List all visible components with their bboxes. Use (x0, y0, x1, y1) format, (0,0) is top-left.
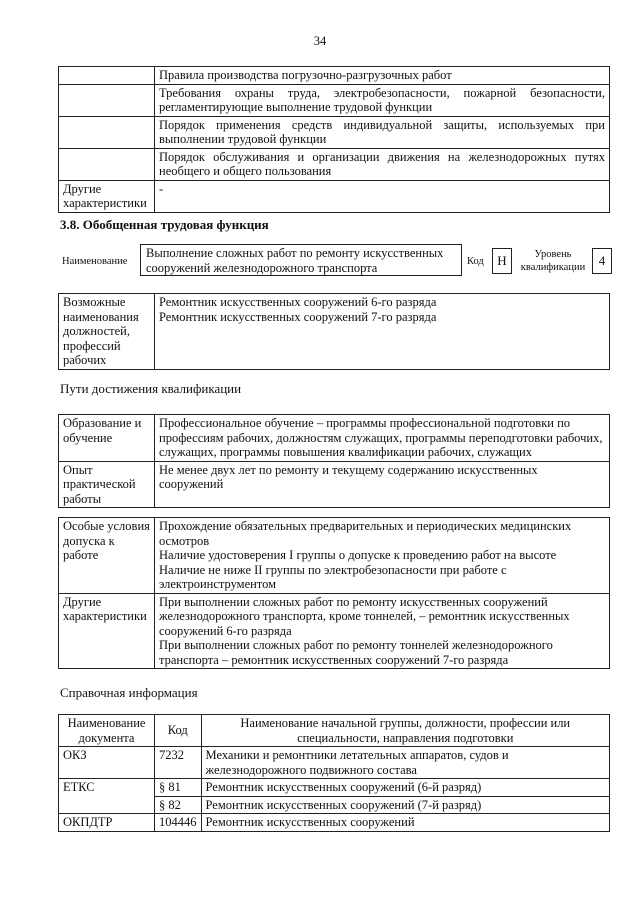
table-cell-label (59, 148, 155, 180)
table-cell-value (155, 518, 610, 594)
positions-table (58, 293, 610, 370)
table-cell-label: Другие характеристики (59, 180, 155, 212)
characteristic-item: При выполнении сложных работ по ремонту искусственных сооружений железнодорожного транспорта, кроме тоннелей, – ремонтник искусственных сооружений 6-го разряда (159, 594, 570, 638)
name-label: Наименование (62, 256, 128, 267)
table-row (59, 747, 610, 779)
table-row (59, 148, 610, 180)
cell-doc (59, 796, 155, 814)
header-doc: Наименование документа (59, 715, 155, 747)
condition-item: Прохождение обязательных предварительных и периодических медицинских осмотров (159, 519, 572, 548)
table-row (59, 84, 610, 116)
table-row (59, 593, 610, 669)
code-label: Код (467, 256, 484, 267)
function-name-box: Выполнение сложных работ по ремонту искусственных сооружений железнодорожного транспорта (140, 244, 462, 276)
table-cell-value: Требования охраны труда, электробезопасности, пожарной безопасности, регламентирующие выполнение трудовой функции (155, 84, 610, 116)
table-row (59, 67, 610, 85)
cell-name: Ремонтник искусственных сооружений (6-й разряд) (201, 779, 610, 797)
table-cell-label: Другие характеристики (59, 593, 155, 669)
cell-code: § 82 (155, 796, 202, 814)
cell-doc: ЕТКС (59, 779, 155, 797)
table-cell-value: Правила производства погрузочно-разгрузочных работ (155, 67, 610, 85)
condition-item: Наличие удостоверения I группы о допуске к проведению работ на высоте (159, 548, 557, 562)
cell-code: 104446 (155, 814, 202, 832)
table-cell-label (59, 116, 155, 148)
characteristic-item: При выполнении сложных работ по ремонту тоннелей железнодорожного транспорта – ремонтник искусственных сооружений 7-го разряда (159, 638, 553, 667)
table-row (59, 796, 610, 814)
table-row (59, 116, 610, 148)
cell-code: § 81 (155, 779, 202, 797)
positions-values (155, 294, 610, 370)
table-row (59, 294, 610, 370)
page-number: 34 (313, 34, 327, 48)
table-cell-label (59, 67, 155, 85)
level-label-2: квалификации (520, 262, 586, 273)
table-row (59, 461, 610, 508)
table-cell-value: - (155, 180, 610, 212)
level-value-box: 4 (592, 248, 612, 274)
table-cell-label: Опыт практической работы (59, 461, 155, 508)
cell-doc: ОКПДТР (59, 814, 155, 832)
condition-item: Наличие не ниже II группы по электробезопасности при работе с электроинструментом (159, 562, 507, 591)
table-cell-value: Профессиональное обучение – программы профессиональной подготовки по профессиям рабочих, должностям служащих, программы переподготовки рабочих, служащих, программы повышения квалификации рабочих, служащих (155, 415, 610, 462)
table-cell-label: Особые условия допуска к работе (59, 518, 155, 594)
table-cell-value (155, 593, 610, 669)
cell-name: Ремонтник искусственных сооружений (7-й разряд) (201, 796, 610, 814)
knowledge-table (58, 66, 610, 213)
table-cell-value: Порядок обслуживания и организации движения на железнодорожных путях необщего и общего пользования (155, 148, 610, 180)
conditions-table (58, 517, 610, 669)
reference-table (58, 714, 610, 832)
table-row (59, 779, 610, 797)
table-cell-label: Образование и обучение (59, 415, 155, 462)
cell-code: 7232 (155, 747, 202, 779)
reference-title: Справочная информация (60, 685, 198, 700)
table-cell-value: Не менее двух лет по ремонту и текущему содержанию искусственных сооружений (155, 461, 610, 508)
code-value-box: H (492, 248, 512, 274)
table-cell-value: Порядок применения средств индивидуальной защиты, используемых при выполнении трудовой функции (155, 116, 610, 148)
header-name: Наименование начальной группы, должности, профессии или специальности, направления подготовки (201, 715, 610, 747)
table-row (59, 518, 610, 594)
table-row (59, 415, 610, 462)
position-item: Ремонтник искусственных сооружений 7-го разряда (159, 309, 437, 324)
table-row (59, 180, 610, 212)
table-cell-label (59, 84, 155, 116)
level-label-1: Уровень (534, 249, 572, 260)
positions-label: Возможные наименования должностей, профессий рабочих (59, 294, 155, 370)
header-code: Код (155, 715, 202, 747)
cell-name: Механики и ремонтники летательных аппаратов, судов и железнодорожного подвижного состава (201, 747, 610, 779)
section-heading: 3.8. Обобщенная трудовая функция (60, 217, 269, 232)
position-item: Ремонтник искусственных сооружений 6-го разряда (159, 295, 437, 309)
qualification-table (58, 414, 610, 508)
qual-paths-title: Пути достижения квалификации (60, 381, 242, 396)
table-row (59, 814, 610, 832)
cell-name: Ремонтник искусственных сооружений (201, 814, 610, 832)
table-header-row (59, 715, 610, 747)
cell-doc: ОКЗ (59, 747, 155, 779)
